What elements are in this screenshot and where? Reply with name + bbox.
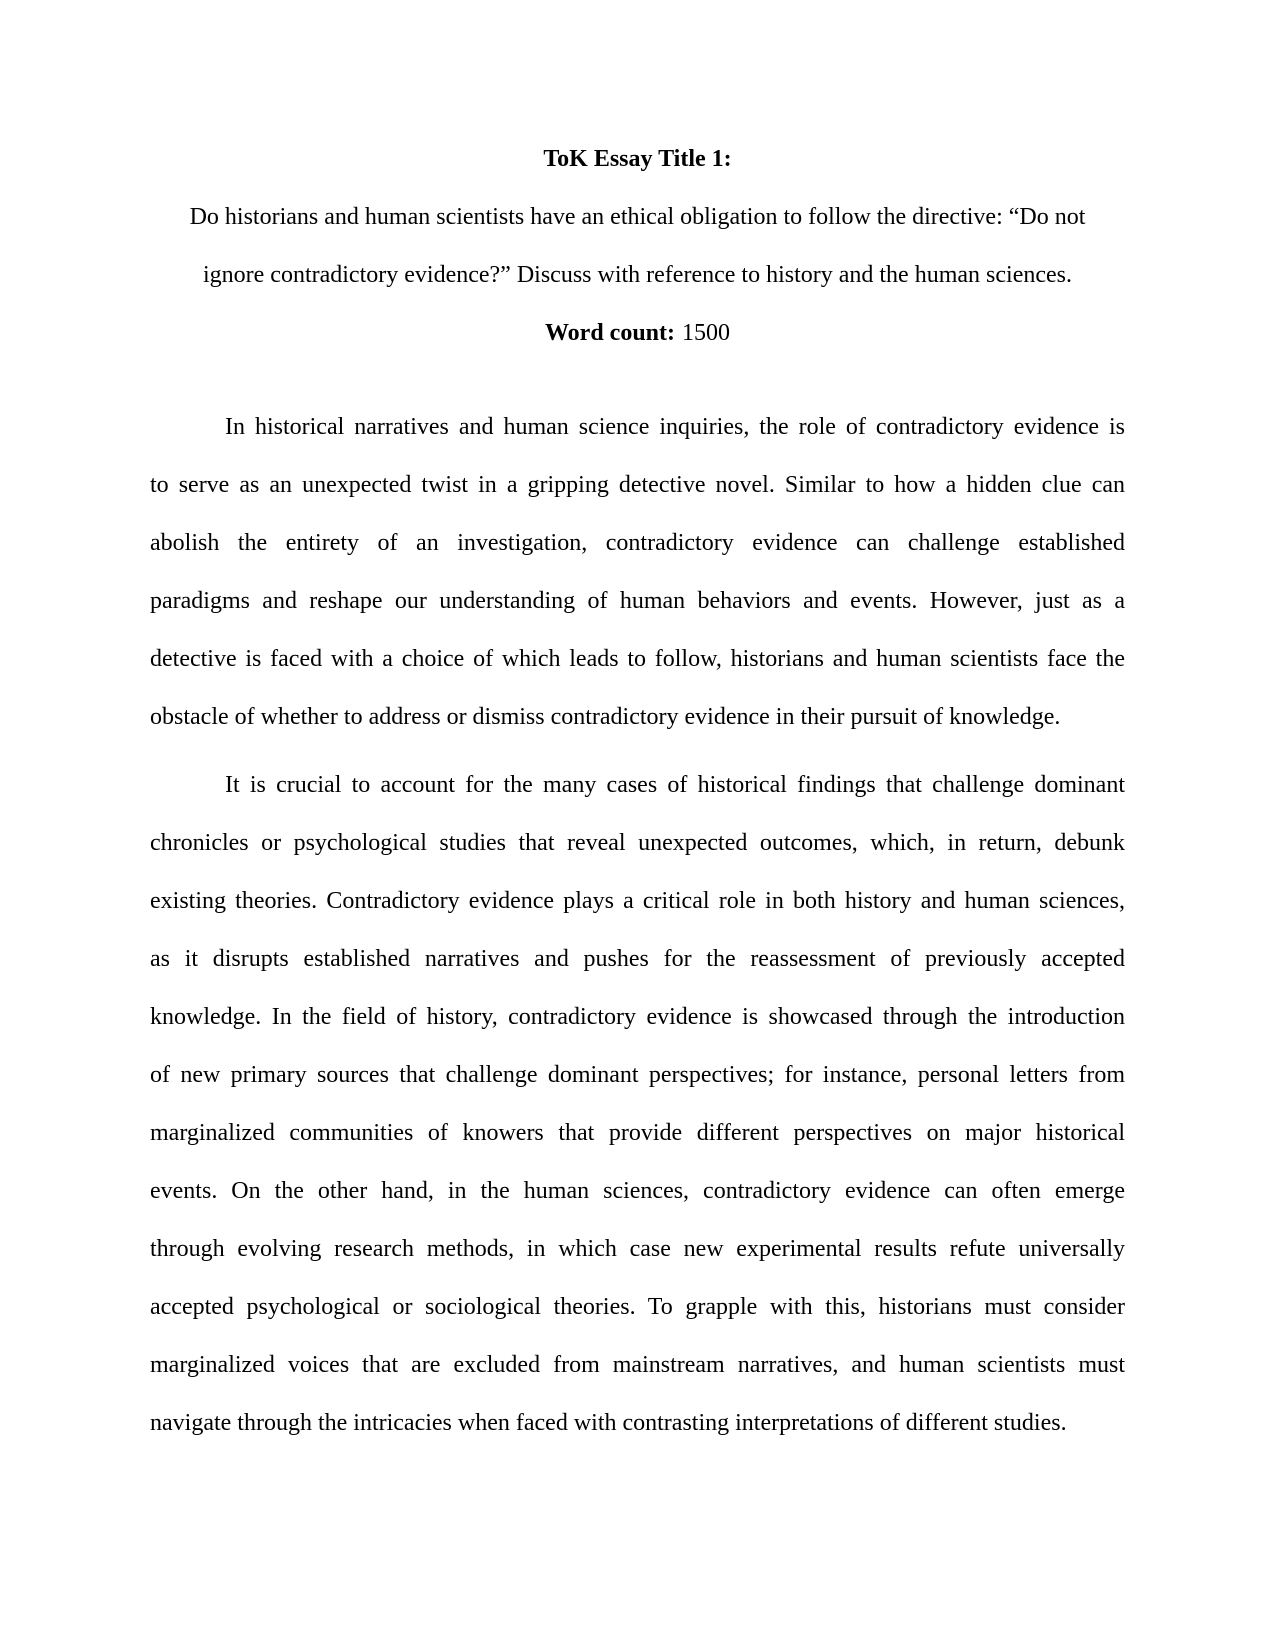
essay-prompt-line-2: ignore contradictory evidence?” Discuss with reference to history and the human sciences.	[202, 262, 1072, 288]
essay-line: It is crucial to account for the many cases of historical findings that challenge dominant	[225, 772, 1125, 798]
essay-prompt-line-1: Do historians and human scientists have an ethical obligation to follow the directive: “Do not	[189, 204, 1086, 230]
essay-paragraph-1	[150, 398, 1125, 746]
essay-line: obstacle of whether to address or dismiss contradictory evidence in their pursuit of knowledge.	[150, 704, 1061, 730]
essay-line: chronicles or psychological studies that reveal unexpected outcomes, which, in return, debunk	[150, 830, 1125, 856]
essay-line: In historical narratives and human science inquiries, the role of contradictory evidence is	[225, 414, 1125, 440]
essay-line: abolish the entirety of an investigation, contradictory evidence can challenge established	[150, 530, 1125, 556]
page-title: ToK Essay Title 1:	[543, 146, 732, 172]
essay-paragraph-2	[150, 756, 1125, 1452]
essay-line: events. On the other hand, in the human sciences, contradictory evidence can often emerge	[150, 1178, 1125, 1204]
essay-line: detective is faced with a choice of which leads to follow, historians and human scientists face the	[150, 646, 1125, 672]
word-count-line	[150, 304, 1125, 362]
essay-line: accepted psychological or sociological theories. To grapple with this, historians must consider	[150, 1294, 1125, 1320]
essay-line: through evolving research methods, in which case new experimental results refute universally	[150, 1236, 1125, 1262]
essay-line: knowledge. In the field of history, contradictory evidence is showcased through the introduction	[150, 1004, 1125, 1030]
essay-line: marginalized voices that are excluded from mainstream narratives, and human scientists must	[150, 1352, 1125, 1378]
essay-line: to serve as an unexpected twist in a gripping detective novel. Similar to how a hidden clue can	[150, 472, 1125, 498]
essay-line: as it disrupts established narratives and pushes for the reassessment of previously accepted	[150, 946, 1125, 972]
essay-line: paradigms and reshape our understanding of human behaviors and events. However, just as a	[150, 588, 1125, 614]
essay-line: existing theories. Contradictory evidence plays a critical role in both history and human sciences,	[150, 888, 1125, 914]
word-count-label: Word count:	[544, 320, 675, 346]
essay-line: navigate through the intricacies when faced with contrasting interpretations of different studies.	[150, 1410, 1067, 1436]
essay-line: marginalized communities of knowers that provide different perspectives on major historical	[150, 1120, 1125, 1146]
word-count-value: 1500	[682, 320, 730, 346]
essay-line: of new primary sources that challenge dominant perspectives; for instance, personal letters from	[150, 1062, 1125, 1088]
